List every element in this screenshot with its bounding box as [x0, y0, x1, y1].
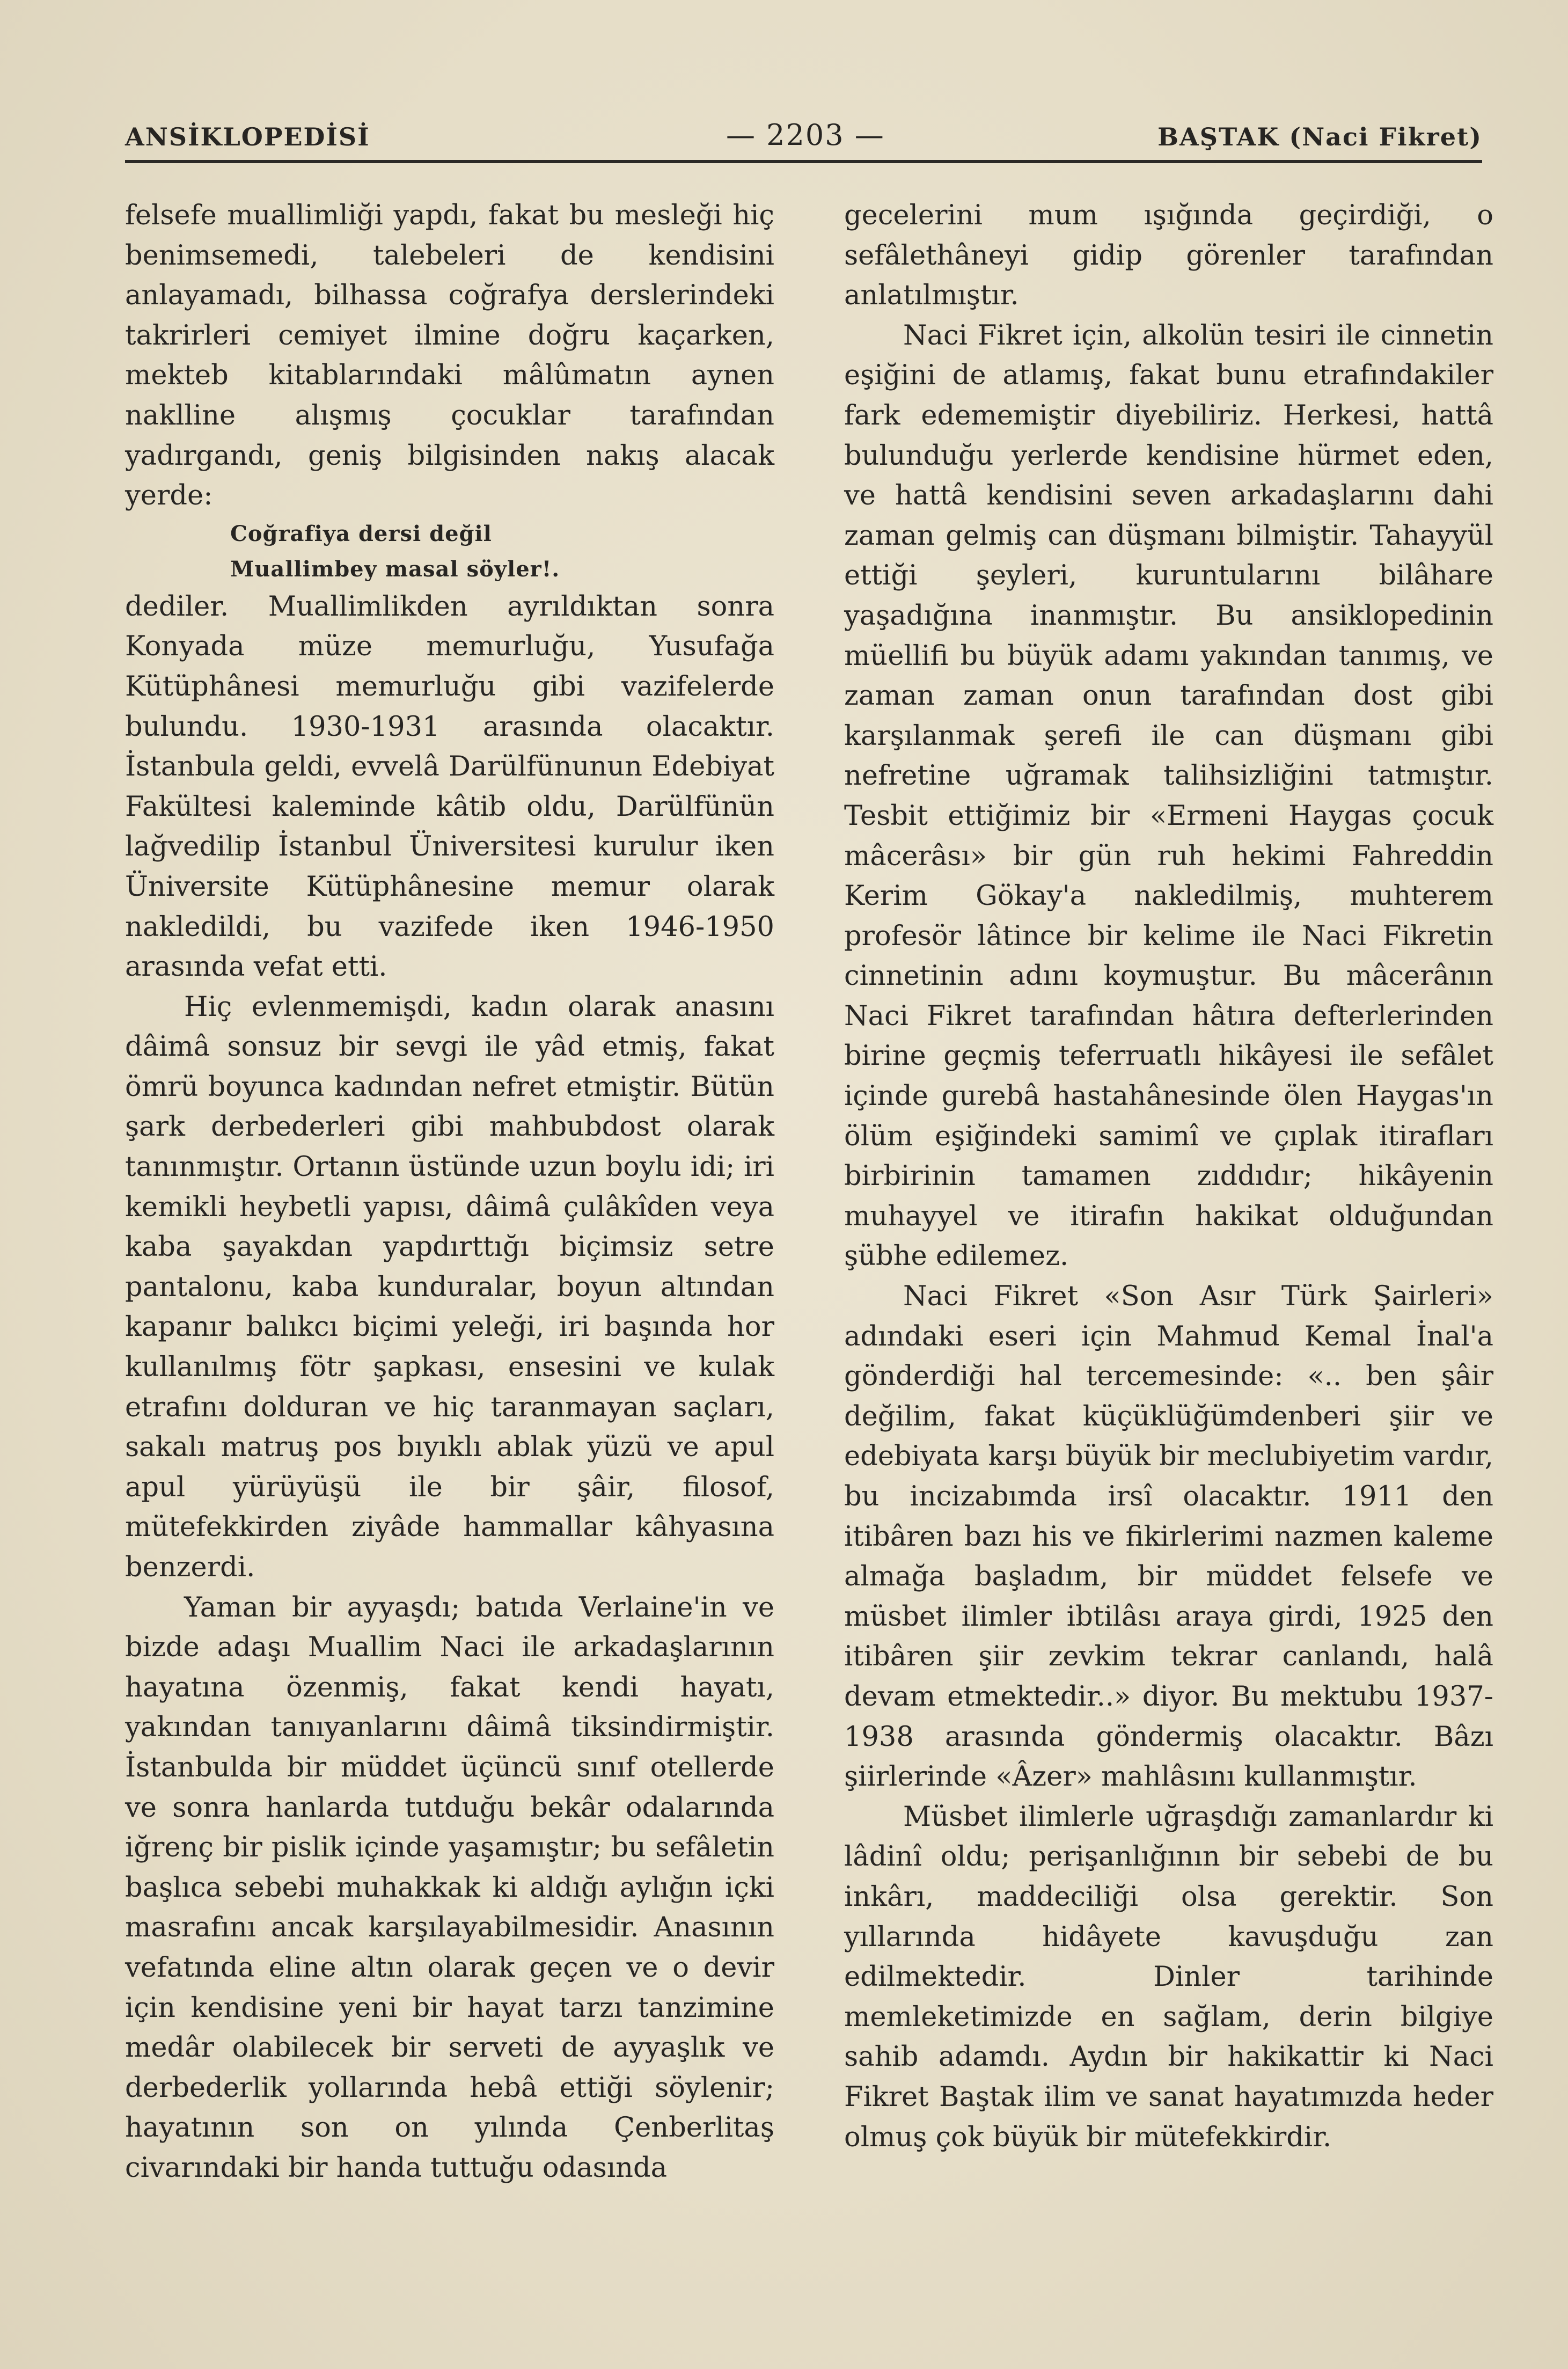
verse-quote [125, 516, 774, 587]
verse-line: Coğrafiya dersi değil [230, 521, 492, 546]
paragraph: Müsbet ilimlerle uğraşdığı zamanlardır ki lâdinî oldu; perişanlığının bir sebebi de bu inkârı, maddeciliği olsa gerektir. Son yıllarında hidâyete kavuşduğu zan edilmektedir. Dinler tarihinde memleketimizde en sağlam, derin bilgiye sahib adamdı. Aydın bir hakikattir ki Naci Fikret Baştak ilim ve sanat hayatımızda heder olmuş çok büyük bir mütefekkirdir. [844, 1801, 1493, 2153]
paragraph: Yaman bir ayyaşdı; batıda Verlaine'in ve bizde adaşı Muallim Naci ile arkadaşlarının hayatına özenmiş, fakat kendi hayatı, yakından tanıyanlarını dâimâ tiksindirmiştir. İstanbulda bir müddet üçüncü sınıf otellerde ve sonra hanlarda tutduğu bekâr odalarında iğrenç bir pislik içinde yaşamıştır; bu sefâletin başlıca sebebi muhakkak ki aldığı aylığın içki masrafını ancak karşılayabilmesidir. Anasının vefatında eline altın olarak geçen ve o devir için kendisine yeni bir hayat tarzı tanzimine medâr olabilecek bir serveti de ayyaşlık ve derbederlik yollarında hebâ ettiği söylenir; hayatının son on yılında Çenberlitaş civarındaki bir handa tuttuğu odasında [125, 1591, 774, 2184]
paragraph: Hiç evlenmemişdi, kadın olarak anasını dâimâ sonsuz bir sevgi ile yâd etmiş, fakat ömrü boyunca kadından nefret etmiştir. Bütün şark derbederleri gibi mahbubdost olarak tanınmıştır. Ortanın üstünde uzun boylu idi; iri kemikli heybetli yapısı, dâimâ çulâkîden veya kaba şayakdan yapdırttığı biçimsiz setre pantalonu, kaba kunduralar, boyun altından kapanır balıkcı biçimi yeleği, iri başında hor kullanılmış fötr şapkası, ensesini ve kulak etrafını dolduran ve hiç taranmayan saçları, sakalı matruş pos bıyıklı ablak yüzü ve apul apul yürüyüşü ile bir şâir, filosof, mütefekkirden ziyâde hammallar kâhyasına benzerdi. [125, 991, 774, 1583]
page-header [125, 117, 1482, 163]
verse-line: Muallimbey masal söyler!. [230, 556, 560, 582]
paragraph: dediler. Muallimlikden ayrıldıktan sonra Konyada müze memurluğu, Yusufağa Kütüphânesi memurluğu gibi vazifelerde bulundu. 1930-1931 arasında olacaktır. İstanbula geldi, evvelâ Darülfünunun Edebiyat Fakültesi kaleminde kâtib oldu, Darülfünün lağvedilip İstanbul Üniversitesi kurulur iken Üniversite Kütüphânesine memur olarak nakledildi, bu vazifede iken 1946-1950 arasında vefat etti. [125, 590, 774, 983]
paragraph: gecelerini mum ışığında geçirdiği, o sefâlethâneyi gidip görenler tarafından anlatılmıştır. [844, 200, 1493, 312]
left-column [125, 196, 774, 2189]
entry-title: BAŞTAK (Naci Fikret) [1157, 122, 1482, 151]
right-column [844, 196, 1493, 2158]
page-number: — 2203 — [726, 118, 885, 152]
running-title: ANSİKLOPEDİSİ [125, 122, 370, 151]
paragraph: Naci Fikret «Son Asır Türk Şairleri» adındaki eseri için Mahmud Kemal İnal'a gönderdiği hal tercemesinde: «.. ben şâir değilim, fakat küçüklüğümdenberi şiir ve edebiyata karşı büyük bir meclubiyetim vardır, bu incizabımda irsî olacaktır. 1911 den itibâren bazı his ve fikirlerimi nazmen kaleme almağa başladım, bir müddet felsefe ve müsbet ilimler ibtilâsı araya girdi, 1925 den itibâren şiir zevkim tekrar canlandı, halâ devam etmektedir..» diyor. Bu mektubu 1937-1938 arasında göndermiş olacaktır. Bâzı şiirlerinde «Âzer» mahlâsını kullanmıştır. [844, 1281, 1493, 1793]
paragraph: felsefe muallimliği yapdı, fakat bu mesleği hiç benimsemedi, talebeleri de kendisini anlayamadı, bilhassa coğrafya derslerindeki takrirleri cemiyet ilmine doğru kaçarken, mekteb kitablarındaki mâlûmatın aynen naklline alışmış çocuklar tarafından yadırgandı, geniş bilgisinden nakış alacak yerde: [125, 200, 774, 512]
paragraph: Naci Fikret için, alkolün tesiri ile cinnetin eşiğini de atlamış, fakat bunu etrafındakiler fark edememiştir diyebiliriz. Herkesi, hattâ bulunduğu yerlerde kendisine hürmet eden, ve hattâ kendisini seven arkadaşlarını dahi zaman gelmiş can düşmanı bilmiştir. Tahayyül ettiği şeyleri, kuruntularını bilâhare yaşadığına inanmıştır. Bu ansiklopedinin müellifi bu büyük adamı yakından tanımış, ve zaman zaman onun tarafından dost gibi karşılanmak şerefi ile can düşmanı gibi nefretine uğramak talihsizliğini tatmıştır. Tesbit ettiğimiz bir «Ermeni Haygas çocuk mâcerâsı» bir gün ruh hekimi Fahreddin Kerim Gökay'a nakledilmiş, muhterem profesör lâtince bir kelime ile Naci Fikretin cinnetinin adını koymuştur. Bu mâcerânın Naci Fikret tarafından hâtıra defterlerinden birine geçmiş teferruatlı hikâyesi ile sefâlet içinde gurebâ hastahânesinde ölen Haygas'ın ölüm eşiğindeki samimî ve çıplak itirafları birbirinin tamamen zıddıdır; hikâyenin muhayyel ve itirafın hakikat olduğundan şübhe edilemez. [844, 319, 1493, 1273]
